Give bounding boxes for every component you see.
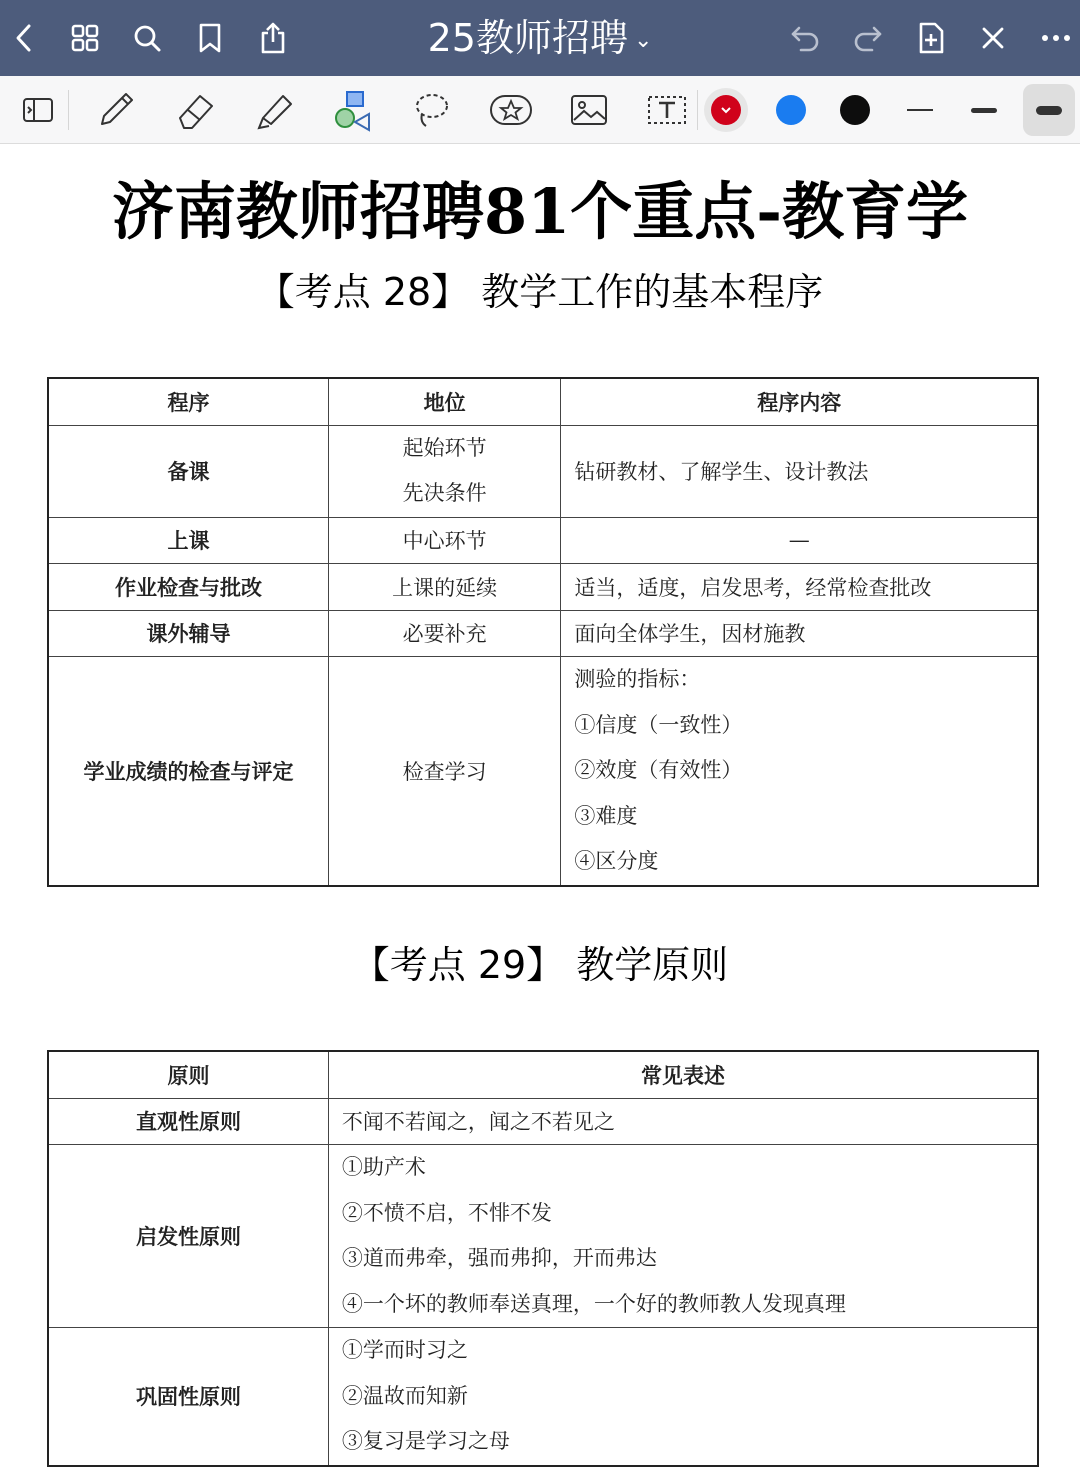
top-navigation-bar	[0, 0, 1080, 76]
red-color-dot	[711, 95, 741, 125]
chevron-down-icon: ⌄	[633, 27, 653, 53]
content-cell	[561, 657, 1038, 886]
color-black-swatch[interactable]	[829, 84, 881, 136]
position-cell: 中心环节	[328, 517, 561, 564]
sticker-tool[interactable]	[485, 84, 537, 136]
thin-stroke-icon	[907, 109, 933, 111]
principle-cell: 巩固性原则	[48, 1328, 328, 1466]
table-row	[48, 1098, 1038, 1145]
expression-cell: 不闻不若闻之，闻之不若见之	[328, 1098, 1038, 1145]
position-cell: 上课的延续	[328, 564, 561, 611]
expression-line: ③道而弗牵，强而弗抑，开而弗达	[341, 1246, 657, 1270]
undo-icon	[789, 24, 821, 52]
position-cell	[328, 425, 561, 517]
position-cell: 必要补充	[328, 610, 561, 657]
lasso-icon	[410, 88, 454, 132]
column-header: 原则	[48, 1051, 328, 1098]
content-line: ①信度（一致性）	[574, 712, 743, 737]
expression-line: ①助产术	[341, 1155, 426, 1179]
shapes-tool[interactable]	[327, 84, 379, 136]
toolbar-divider-2	[697, 90, 698, 130]
content-line: ②效度（有效性）	[574, 758, 743, 782]
table-row	[48, 657, 1038, 886]
chevron-down-icon	[720, 106, 732, 114]
blue-color-dot	[776, 95, 806, 125]
sticker-star-icon	[488, 90, 534, 130]
content-line: ③难度	[574, 803, 638, 828]
content-cell: 适当，适度，启发思考，经常检查批改	[561, 564, 1038, 611]
expression-line: ②温故而知新	[341, 1383, 468, 1408]
table-row	[48, 610, 1038, 657]
color-red-swatch[interactable]	[700, 84, 752, 136]
highlighter-tool[interactable]	[249, 84, 301, 136]
column-header: 常见表述	[328, 1051, 1038, 1098]
more-button[interactable]	[1032, 14, 1080, 62]
procedure-cell: 课外辅导	[48, 610, 328, 657]
eraser-icon	[174, 88, 218, 132]
table-header-row	[48, 378, 1038, 425]
close-edit-button[interactable]	[969, 14, 1017, 62]
text-tool[interactable]	[641, 84, 693, 136]
medium-stroke-icon	[971, 108, 997, 113]
table-row	[48, 425, 1038, 517]
position-line: 先决条件	[402, 481, 487, 505]
stroke-medium-option[interactable]	[958, 84, 1010, 136]
table-row	[48, 517, 1038, 564]
expression-cell	[328, 1145, 1038, 1328]
teaching-procedure-table	[47, 377, 1039, 887]
document-heading: 济南教师招聘81个重点-教育学	[111, 175, 968, 248]
undo-button[interactable]	[781, 14, 829, 62]
color-blue-swatch[interactable]	[765, 84, 817, 136]
pen-tool[interactable]	[90, 84, 142, 136]
principle-cell: 直观性原则	[48, 1098, 328, 1145]
section-28-title: 【考点 28】 教学工作的基本程序	[256, 270, 824, 314]
content-cell: —	[561, 517, 1038, 564]
add-page-icon	[917, 21, 945, 55]
content-cell: 钻研教材、了解学生、设计教法	[561, 425, 1038, 517]
procedure-cell: 上课	[48, 517, 328, 564]
section-29-title: 【考点 29】 教学原则	[351, 943, 729, 987]
principle-cell: 启发性原则	[48, 1145, 328, 1328]
procedure-cell: 作业检查与批改	[48, 564, 328, 611]
content-cell: 面向全体学生，因材施教	[561, 610, 1038, 657]
procedure-cell: 学业成绩的检查与评定	[48, 657, 328, 886]
lasso-tool[interactable]	[406, 84, 458, 136]
table-row	[48, 1145, 1038, 1328]
eraser-tool[interactable]	[170, 84, 222, 136]
expression-line: ③复习是学习之母	[341, 1429, 510, 1453]
pen-icon	[94, 88, 138, 132]
thick-stroke-icon	[1036, 106, 1062, 115]
column-header: 程序内容	[561, 378, 1038, 425]
pen-close-icon	[979, 24, 1007, 52]
expression-cell	[328, 1328, 1038, 1466]
position-line: 起始环节	[402, 435, 487, 460]
teaching-principles-table	[47, 1050, 1039, 1467]
image-icon	[569, 92, 609, 128]
image-tool[interactable]	[563, 84, 615, 136]
highlighter-icon	[253, 88, 297, 132]
read-mode-button[interactable]	[12, 84, 64, 136]
redo-button[interactable]	[844, 14, 892, 62]
procedure-cell: 备课	[48, 425, 328, 517]
selected-color-ring	[704, 88, 748, 132]
annotation-toolbar	[0, 76, 1080, 144]
expression-line: ①学而时习之	[341, 1338, 468, 1362]
read-mode-icon	[21, 95, 55, 125]
expression-line: ②不愤不启，不悱不发	[341, 1200, 552, 1225]
more-icon	[1041, 34, 1071, 42]
redo-icon	[852, 24, 884, 52]
stroke-thick-option[interactable]	[1023, 84, 1075, 136]
shapes-icon	[331, 88, 375, 132]
column-header: 地位	[328, 378, 561, 425]
expression-line: ④一个坏的教师奉送真理，一个好的教师教人发现真理	[341, 1291, 846, 1316]
position-cell: 检查学习	[328, 657, 561, 886]
stroke-thin-option[interactable]	[894, 84, 946, 136]
content-line: ④区分度	[574, 849, 659, 873]
column-header: 程序	[48, 378, 328, 425]
table-header-row	[48, 1051, 1038, 1098]
document-title: 25教师招聘	[427, 16, 628, 60]
table-row	[48, 564, 1038, 611]
text-box-icon	[646, 92, 688, 128]
table-row	[48, 1328, 1038, 1466]
toolbar-divider	[68, 90, 69, 130]
content-line: 测验的指标：	[574, 667, 701, 691]
black-color-dot	[840, 95, 870, 125]
add-page-button[interactable]	[907, 14, 955, 62]
